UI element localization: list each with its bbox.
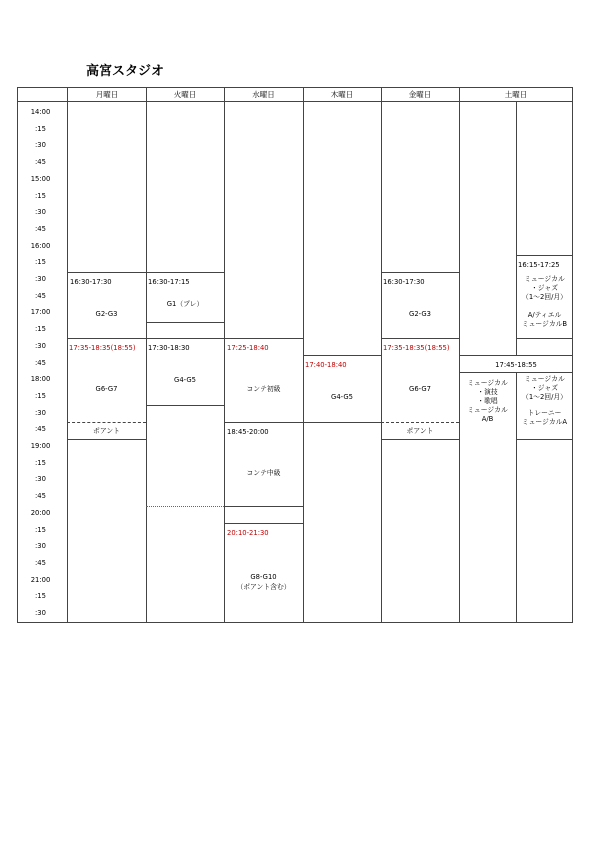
header-wed: 水曜日 <box>224 87 303 102</box>
thu-class1-name: G4-G5 <box>331 393 353 401</box>
col-divider <box>146 87 147 623</box>
tue-class2-name: G4-G5 <box>174 376 196 384</box>
sat-line <box>459 355 573 356</box>
time-label: 19:00 <box>30 442 51 450</box>
time-label: :30 <box>35 141 46 150</box>
time-label: :45 <box>35 558 46 567</box>
time-label: :30 <box>35 341 46 350</box>
time-label: :45 <box>35 224 46 233</box>
time-label: :15 <box>35 191 46 200</box>
col-divider <box>67 87 68 623</box>
sat-class1-name: ミュージカル ・ジャズ （1〜2回/月） A/ティエル ミュージカルB <box>521 275 568 328</box>
wed-line <box>224 422 303 423</box>
fri-line <box>381 439 459 440</box>
tue-line <box>146 338 224 339</box>
fri-class2-time: 17:35-18:35(18:55) <box>383 344 450 352</box>
time-label: :45 <box>35 291 46 300</box>
fri-class1-name: G2-G3 <box>409 310 431 318</box>
sat-class2-time: 17:45-18:55 <box>495 361 537 369</box>
wed-class1-time: 17:25-18:40 <box>227 344 269 352</box>
time-label: 21:00 <box>30 575 51 584</box>
wed-class2-time: 18:45-20:00 <box>227 428 269 436</box>
mon-class3-name: ポアント <box>93 427 120 435</box>
header-mon: 月曜日 <box>68 87 146 102</box>
time-label: :45 <box>35 425 46 434</box>
time-label: 16:00 <box>30 241 51 250</box>
thu-line <box>303 422 381 423</box>
wed-class3-name: G8-G10 <box>250 573 277 581</box>
tue-class2-time: 17:30-18:30 <box>148 344 190 352</box>
header-thu: 木曜日 <box>303 87 381 102</box>
time-label: 20:00 <box>30 508 51 517</box>
col-divider <box>381 87 382 623</box>
time-label: :30 <box>35 475 46 484</box>
mon-class1-name: G2-G3 <box>95 310 118 318</box>
mon-line <box>67 338 146 339</box>
mon-class1-time: 16:30-17:30 <box>70 278 112 286</box>
page-title: 高宮スタジオ <box>86 64 165 79</box>
time-label: 17:00 <box>30 308 51 317</box>
tue-class1-time: 16:30-17:15 <box>148 278 190 286</box>
header-fri: 金曜日 <box>381 87 459 102</box>
fri-class1-time: 16:30-17:30 <box>383 278 425 286</box>
sat-line <box>516 439 573 440</box>
time-label: :15 <box>35 592 46 601</box>
mon-dashed-line <box>67 422 146 423</box>
time-label: :30 <box>35 609 46 617</box>
fri-line <box>381 272 459 273</box>
fri-class2-name: G6-G7 <box>409 385 431 393</box>
thu-class1-time: 17:40-18:40 <box>305 361 347 369</box>
time-label: :15 <box>35 525 46 534</box>
sat-class2-name: ミュージカル ・演技 ・歌唱 ミュージカル A/B <box>467 379 508 423</box>
mon-class2-name: G6-G7 <box>95 385 118 393</box>
wed-line <box>224 506 303 507</box>
time-label: 18:00 <box>30 375 51 384</box>
tue-line <box>146 322 224 323</box>
header-sat: 土曜日 <box>459 87 573 102</box>
thu-line <box>303 355 381 356</box>
time-label: :15 <box>35 325 46 334</box>
wed-class3-note: （ポアント含む） <box>236 583 291 591</box>
sat-class1-time: 16:15-17:25 <box>518 261 560 269</box>
time-label: 14:00 <box>30 108 51 116</box>
sat-class3-name: ミュージカル ・ジャズ （1〜2回/月） トレーニー ミュージカルA <box>521 375 568 426</box>
tue-line <box>146 405 224 406</box>
time-label: :45 <box>35 158 46 167</box>
time-label: :30 <box>35 275 46 283</box>
wed-line <box>224 523 303 524</box>
fri-dashed-line <box>381 422 459 423</box>
time-label: :45 <box>35 492 46 501</box>
mon-class2-time: 17:35-18:35(18:55) <box>69 344 136 352</box>
time-label: :15 <box>35 391 46 400</box>
sat-line <box>516 338 573 339</box>
fri-class3-name: ポアント <box>406 427 434 435</box>
time-label: :15 <box>35 124 46 133</box>
tue-class1-name: G1（プレ） <box>166 300 204 308</box>
sat-line <box>459 372 573 373</box>
fri-line <box>381 338 459 339</box>
tue-line <box>146 272 224 273</box>
sat-line <box>516 255 573 256</box>
time-label: :30 <box>35 542 46 551</box>
wed-line <box>224 338 303 339</box>
header-tue: 火曜日 <box>146 87 224 102</box>
time-label: :30 <box>35 408 46 417</box>
header-corner <box>17 87 68 102</box>
time-label: :45 <box>35 358 46 367</box>
wed-class3-time: 20:10-21:30 <box>227 529 269 537</box>
wed-class2-name: コンテ中級 <box>246 469 281 477</box>
mon-line <box>67 439 146 440</box>
time-label: :15 <box>35 458 46 467</box>
time-label: :15 <box>35 258 46 267</box>
time-label: :30 <box>35 208 46 217</box>
time-label: 15:00 <box>30 174 51 183</box>
tue-dotted-line <box>146 506 224 507</box>
mon-line <box>67 272 146 273</box>
col-divider <box>224 87 225 623</box>
wed-class1-name: コンテ初級 <box>246 385 281 393</box>
